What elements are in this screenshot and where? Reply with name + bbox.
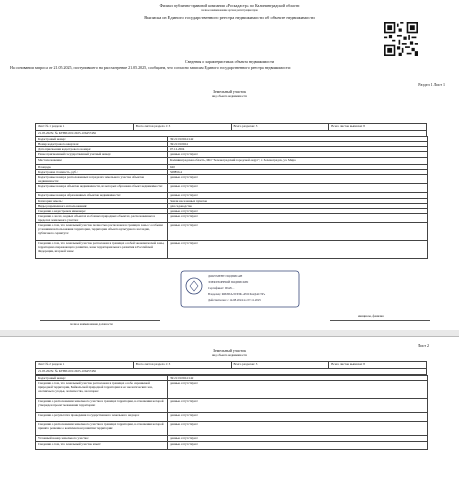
row-label: Сведения о результатах проведения государственного земельного надзора: <box>36 413 168 422</box>
name-label: инициалы, фамилия <box>358 314 384 318</box>
row-value: Калининградская область, МО "Зеленоградский городской округ", г. Зеленоградск, ул. Мира <box>168 158 428 165</box>
total-sections-cell: Всего разделов: 3 <box>231 362 329 369</box>
table-row <box>36 381 428 399</box>
row-label: Дата присвоения кадастрового номера: <box>36 147 168 152</box>
row-label: Кадастровая стоимость, руб.: <box>36 170 168 175</box>
table-row <box>36 223 428 241</box>
row-value: данные отсутствуют <box>168 413 428 422</box>
header-org-note: полное наименование органа регистрации прав <box>201 9 258 12</box>
row-value: для садоводства <box>168 204 428 209</box>
table-row <box>36 241 428 259</box>
table-row <box>36 158 428 165</box>
row-value: 39:21:010024:142 <box>168 137 428 142</box>
total-pages-cell: Всего листов выписки: 8 <box>329 362 427 369</box>
table-row <box>36 399 428 413</box>
row-label: Кадастровые номера объектов недвижимости, из которых образован объект недвижимости: <box>36 184 168 193</box>
row-label: Кадастровые номера расположенных в пределах земельного участка объектов недвижимости: <box>36 175 168 184</box>
characteristics-table <box>35 375 428 450</box>
table-row <box>36 413 428 422</box>
sheet-cell: Лист № 2 раздела 1 <box>36 362 134 369</box>
header-title: Выписка из Единого государственного реестра недвижимости об объекте недвижимости <box>144 15 315 20</box>
row-label: Условный номер земельного участка: <box>36 436 168 442</box>
extract-page-2 <box>0 336 459 481</box>
sheet-cell: Лист № 1 раздела 1 <box>36 124 134 131</box>
row-value: 620 <box>168 165 428 170</box>
qr-code-icon <box>384 22 418 56</box>
row-value: данные отсутствуют <box>168 399 428 413</box>
row-label: Сведения о том, что земельный участок расположен в границах особо охраняемой природной территории, Байкальской природной территории и ее экологических зон, охотничьего угодья, лесничества, лесопарка: <box>36 381 168 399</box>
row-value: 39:21:010024 <box>168 142 428 147</box>
date-cell: 21.05.2025г. № КУВИ-001/2025-106457456 <box>36 369 427 375</box>
row-label: Номер кадастрового квартала: <box>36 142 168 147</box>
row-value: данные отсутствуют <box>168 381 428 399</box>
position-signature-line <box>40 320 160 321</box>
table-row <box>36 175 428 184</box>
row-value: данные отсутствуют <box>168 152 428 158</box>
table-row <box>36 422 428 436</box>
total-sheets-cell: Всего листов раздела 1: 3 <box>133 362 231 369</box>
object-type: Земельный участок <box>212 89 247 94</box>
row-value: данные отсутствуют <box>168 223 428 241</box>
total-pages-cell: Всего листов выписки: 8 <box>329 124 427 131</box>
row-label: Виды разрешенного использования: <box>36 204 168 209</box>
request-line: На основании запроса от 21.05.2025, поступившего на рассмотрение 21.05.2025, сообщаем, что согласно записям Единого государственного реестра недвижимости: <box>10 65 291 70</box>
row-label: Ранее присвоенный государственный учетный номер: <box>36 152 168 158</box>
row-label: Местоположение: <box>36 158 168 165</box>
sheet-info-table <box>35 361 427 375</box>
row-label: Кадастровый номер: <box>36 137 168 142</box>
row-label: Площадь: <box>36 165 168 170</box>
table-row <box>36 442 428 450</box>
row-label: Кадастровые номера образованных объектов недвижимости: <box>36 193 168 199</box>
stamp-line: ЭЛЕКТРОННОЙ ПОДПИСЬЮ <box>208 280 249 284</box>
row-value: данные отсутствуют <box>168 436 428 442</box>
section-label: Раздел 1 Лист 1 <box>418 82 445 87</box>
stamp-line: ДОКУМЕНТ ПОДПИСАН <box>208 274 243 278</box>
header-org: Филиал публично-правовой компании «Роскадастр» по Калининградской области <box>159 3 300 8</box>
row-label: Сведения о расположении земельного участка в границах территории, в отношении которой утвержден проект межевания территории: <box>36 399 168 413</box>
row-label: Сведения о лесах, водных объектах и об иных природных объектах, расположенных в пределах земельного участка: <box>36 214 168 223</box>
row-label: Сведения о том, что земельный участок изъят: <box>36 442 168 450</box>
total-sheets-cell: Всего листов раздела 1: 3 <box>133 124 231 131</box>
row-label: Кадастровый номер: <box>36 376 168 381</box>
stamp-line: Действителен: с 14.08.2024 по 07.11.2025 <box>208 298 261 302</box>
table-row <box>36 214 428 223</box>
row-label: Сведения о том, что земельный участок расположен в границах особой экономической зоны, территории опережающего развития, зоны территориального развития в Российской Федерации, игорной зоны: <box>36 241 168 259</box>
date-cell: 21.05.2025г. № КУВИ-001/2025-106457456 <box>36 131 427 137</box>
row-value: данные отсутствуют <box>168 193 428 199</box>
row-value: 508856.4 <box>168 170 428 175</box>
row-label: Категория земель: <box>36 199 168 204</box>
total-sections-cell: Всего разделов: 3 <box>231 124 329 131</box>
name-signature-line <box>330 320 430 321</box>
row-label: Сведения о расположении земельного участка в границах территории, в отношении которой принято решение о комплексном развитии территории: <box>36 422 168 436</box>
object-type-note: вид объекта недвижимости <box>212 353 247 357</box>
table-row <box>36 184 428 193</box>
row-value: данные отсутствуют <box>168 184 428 193</box>
object-type-note: вид объекта недвижимости <box>212 94 247 98</box>
row-value: 07.12.2004 <box>168 147 428 152</box>
section-title: Сведения о характеристиках объекта недвижимости <box>185 59 274 64</box>
sheet-info-table <box>35 123 427 137</box>
characteristics-table <box>35 136 428 259</box>
row-label: Сведения о кадастровом инженере: <box>36 209 168 214</box>
row-value: данные отсутствуют <box>168 214 428 223</box>
row-label: Сведения о том, что земельный участок полностью расположен в границах зоны с особыми условиями использования территории, территории объекта культурного наследия, публичного сервитута: <box>36 223 168 241</box>
row-value: данные отсутствуют <box>168 209 428 214</box>
position-label: полное наименование должности <box>70 322 113 326</box>
stamp-line: Сертификат: 00A8… <box>208 286 235 290</box>
sheet-label: Лист 2 <box>417 343 429 348</box>
row-value: 39:21:010024:142 <box>168 376 428 381</box>
row-value: Земли населенных пунктов <box>168 199 428 204</box>
row-value: данные отсутствуют <box>168 442 428 450</box>
row-value: данные отсутствуют <box>168 175 428 184</box>
row-value: данные отсутствуют <box>168 241 428 259</box>
object-type: Земельный участок <box>212 348 247 353</box>
row-value: данные отсутствуют <box>168 422 428 436</box>
stamp-line: Владелец: ФИЛИАЛ ППК «РОСКАДАСТР» <box>208 292 266 296</box>
